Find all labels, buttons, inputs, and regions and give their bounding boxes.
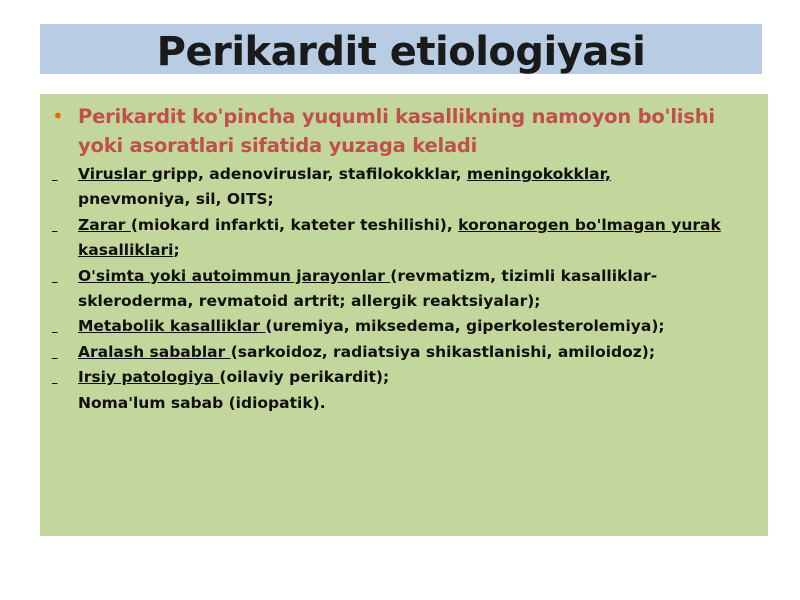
list-item-hereditary [52,365,762,390]
list-item-injury [52,213,762,238]
bullet-line-2: yoki asoratlari sifatida yuzaga keladi [78,134,478,157]
item-rest: (oilaviy perikardit); [219,368,390,387]
item-head: O'simta yoki autoimmun jarayonlar [78,266,391,285]
list-item-unknown: Noma'lum sabab (idiopatik). [78,393,326,412]
list-item-mixed [52,340,762,365]
bullet-dot-icon: • [52,104,64,128]
item-rest: (revmatizm, tizimli kasalliklar- [390,266,658,285]
blank-underline [52,162,78,187]
item-head: Zarar [78,215,131,234]
list-item-injury-cont [52,238,762,263]
list-item-tumor [52,264,762,289]
list-item-viruses [52,162,762,187]
item-cont: kasalliklari [78,241,174,260]
blank-underline [52,314,78,339]
item-extra: koronarogen bo'lmagan yurak [458,215,721,234]
list-item-metabolic [52,314,762,339]
slide-title: Perikardit etiologiyasi [156,29,646,75]
item-rest: (uremiya, miksedema, giperkolesterolemiya); [265,317,665,336]
item-cont-tail: ; [173,241,180,260]
bullet-text [78,102,748,160]
item-head: Aralash sabablar [78,342,231,361]
item-head: Metabolik kasalliklar [78,317,266,336]
blank-underline [52,340,78,365]
item-rest: (miokard infarkti, kateter teshilishi), [130,215,459,234]
blank-underline [52,264,78,289]
blank-underline [52,365,78,390]
item-extra: meningokokklar, [466,165,611,183]
list-item-tumor-cont: skleroderma, revmatoid artrit; allergik reaktsiyalar); [78,292,541,311]
list-item-viruses-cont: pnevmoniya, sil, OITS; [78,190,274,209]
item-rest: (sarkoidoz, radiatsiya shikastlanishi, amiloidoz); [230,342,656,361]
bullet-line-1: Perikardit ko'pincha yuqumli kasallikning namoyon bo'lishi [78,105,715,128]
item-head: Irsiy patologiya [78,368,220,387]
item-rest: gripp, adenoviruslar, stafilokokklar, [151,165,467,183]
item-head: Viruslar [78,165,152,183]
cause-list [52,162,762,416]
blank-underline [52,213,78,238]
